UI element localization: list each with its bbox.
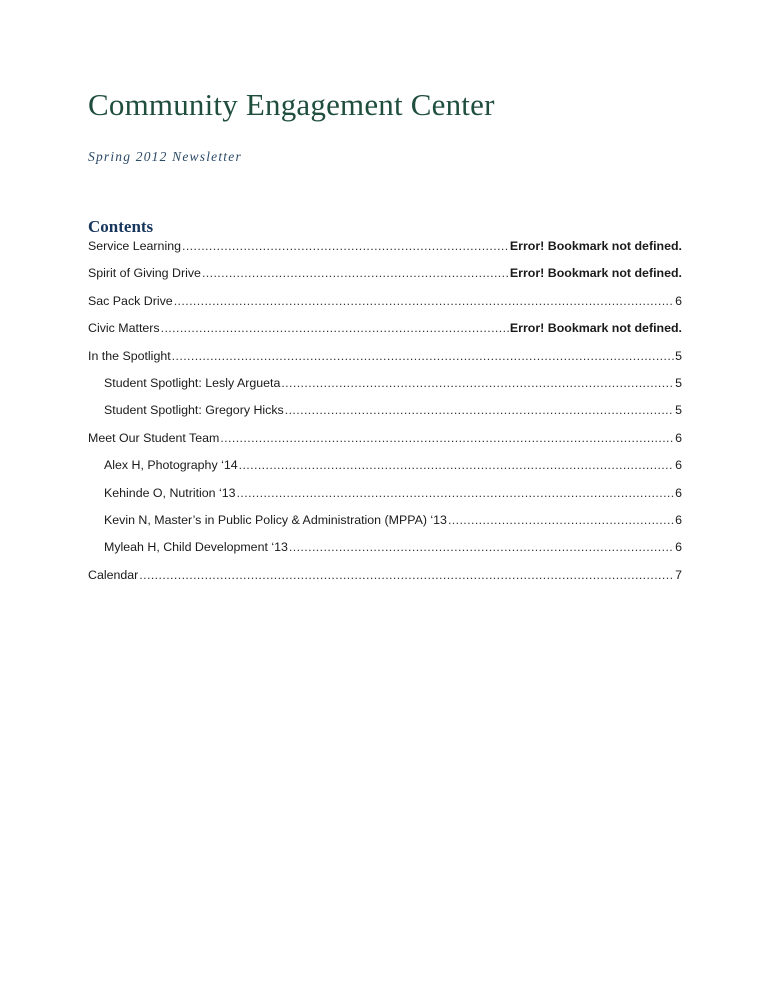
toc-entry-title: Myleah H, Child Development ‘13: [104, 540, 288, 555]
toc-entry-title: Sac Pack Drive: [88, 293, 173, 308]
toc-entry-meet-our-student-team[interactable]: [88, 431, 682, 458]
toc-dot-leader: [202, 266, 509, 281]
toc-entry-title: Student Spotlight: Lesly Argueta: [104, 375, 281, 390]
toc-dot-leader: [281, 376, 674, 391]
toc-entry-title: Spirit of Giving Drive: [88, 266, 201, 281]
toc-entry-page: 6: [675, 293, 682, 308]
table-of-contents: [88, 239, 682, 595]
toc-entry-page: 6: [675, 485, 682, 500]
toc-entry-title: Calendar: [88, 567, 139, 582]
toc-entry-service-learning[interactable]: [88, 239, 682, 266]
toc-entry-title: Civic Matters: [88, 321, 160, 336]
toc-entry-page: Error! Bookmark not defined.: [509, 239, 682, 253]
toc-entry-page: Error! Bookmark not defined.: [509, 266, 682, 281]
toc-entry-page: 6: [675, 458, 682, 473]
toc-entry-title: Alex H, Photography ‘14: [104, 458, 238, 473]
toc-entry-page: 5: [675, 348, 682, 363]
toc-dot-leader: [139, 568, 674, 583]
toc-dot-leader: [174, 294, 674, 309]
toc-entry-sac-pack-drive[interactable]: [88, 294, 682, 321]
toc-dot-leader: [289, 540, 674, 555]
toc-entry-page: Error! Bookmark not defined.: [509, 321, 682, 336]
toc-dot-leader: [172, 349, 674, 364]
toc-entry-myleah-h[interactable]: [88, 540, 682, 567]
toc-dot-leader: [448, 513, 674, 528]
toc-dot-leader: [285, 403, 674, 418]
toc-dot-leader: [220, 431, 674, 446]
title-divider: [88, 134, 682, 135]
toc-entry-gregory-hicks[interactable]: [88, 403, 682, 430]
toc-heading: Contents: [88, 217, 154, 236]
toc-dot-leader: [161, 321, 509, 336]
toc-entry-page: 5: [675, 403, 682, 418]
toc-entry-page: 5: [675, 375, 682, 390]
toc-entry-lesly-argueta[interactable]: [88, 376, 682, 403]
toc-entry-page: 6: [675, 540, 682, 555]
toc-entry-page: 6: [675, 430, 682, 445]
toc-entry-calendar[interactable]: [88, 568, 682, 595]
toc-entry-title: Student Spotlight: Gregory Hicks: [104, 403, 284, 418]
toc-dot-leader: [182, 239, 509, 254]
toc-entry-title: Meet Our Student Team: [88, 430, 220, 445]
document-subtitle: Spring 2012 Newsletter: [88, 149, 242, 164]
toc-entry-page: 7: [675, 567, 682, 582]
toc-entry-spirit-of-giving-drive[interactable]: [88, 266, 682, 293]
toc-entry-title: Service Learning: [88, 239, 181, 253]
toc-entry-title: Kevin N, Master’s in Public Policy & Administration (MPPA) ‘13: [104, 512, 447, 527]
toc-entry-title: Kehinde O, Nutrition ‘13: [104, 485, 236, 500]
toc-entry-in-the-spotlight[interactable]: [88, 349, 682, 376]
toc-entry-kevin-n[interactable]: [88, 513, 682, 540]
toc-entry-alex-h[interactable]: [88, 458, 682, 485]
toc-entry-civic-matters[interactable]: [88, 321, 682, 348]
toc-entry-title: In the Spotlight: [88, 348, 171, 363]
toc-entry-page: 6: [675, 512, 682, 527]
toc-entry-kehinde-o[interactable]: [88, 486, 682, 513]
document-title: Community Engagement Center: [88, 87, 495, 122]
toc-dot-leader: [239, 458, 674, 473]
toc-dot-leader: [237, 486, 675, 501]
